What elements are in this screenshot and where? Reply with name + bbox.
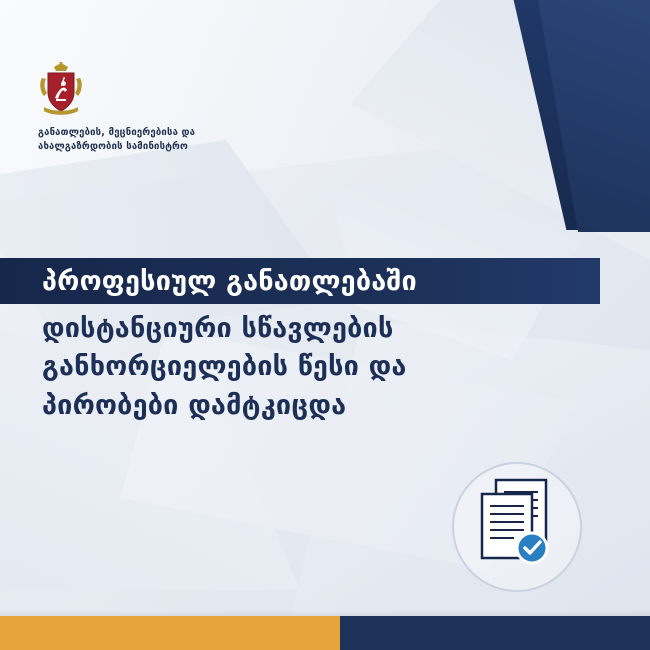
ministry-name	[38, 126, 268, 154]
headline-body	[42, 310, 602, 425]
headline-line-1: პროფესიულ განათლებაში	[42, 265, 417, 297]
georgia-coat-of-arms-emblem-icon	[38, 62, 84, 116]
headline-line-3: განხორციელების წესი და	[42, 351, 407, 383]
bottom-bar-gold	[0, 616, 340, 650]
headline-line-2: დისტანციური სწავლების	[42, 313, 394, 344]
bottom-bar-navy	[340, 616, 650, 650]
headline-line-4: პირობები დამტკიცდა	[42, 389, 347, 421]
document-check-icon	[452, 462, 582, 592]
check-circle-icon	[517, 533, 547, 563]
ministry-name-line-1: განათლების, მეცნიერებისა და	[38, 127, 196, 138]
ministry-header	[38, 62, 358, 154]
ministry-name-line-2: ახალგაზრდობის სამინისტრო	[38, 140, 188, 152]
headline-highlight-bar	[0, 258, 600, 304]
